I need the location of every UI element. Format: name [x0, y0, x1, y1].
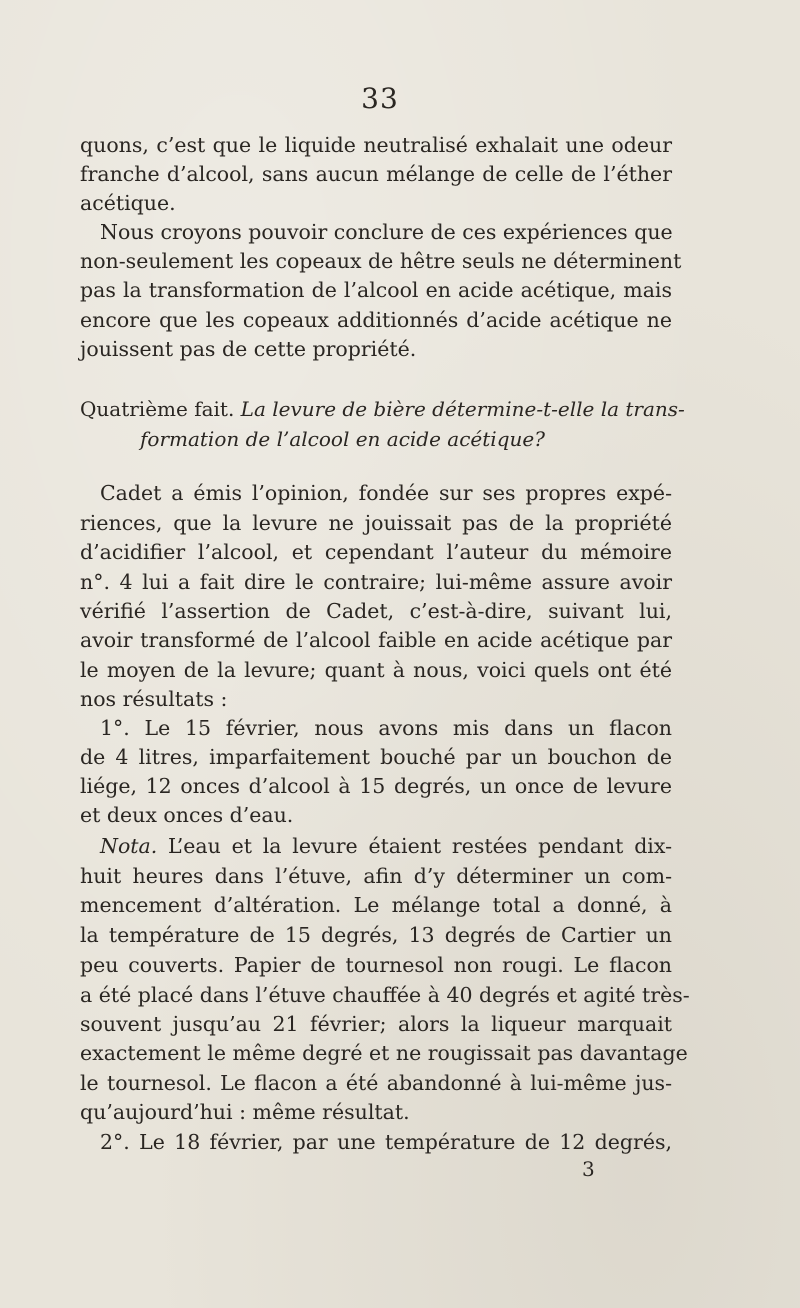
text-line: Nous croyons pouvoir conclure de ces expériences que [100, 220, 673, 244]
section-heading-line2 [140, 424, 545, 454]
text-line: souvent jusqu’au 21 février; alors la liqueur marquait [80, 1012, 672, 1036]
text-line: vérifié l’assertion de Cadet, c’est-à-dire, suivant lui, [80, 599, 672, 623]
text-line: liége, 12 onces d’alcool à 15 degrés, un once de levure [80, 774, 672, 798]
text-line: jouissent pas de cette propriété. [80, 337, 417, 361]
text-line: franche d’alcool, sans aucun mélange de celle de l’éther [80, 162, 672, 186]
text-line: exactement le même degré et ne rougissait pas davantage [80, 1041, 688, 1065]
text-line: acétique. [80, 191, 176, 215]
text-line: quons, c’est que le liquide neutralisé exhalait une odeur [80, 133, 672, 157]
nota-line [100, 831, 672, 861]
text-line: le tournesol. Le flacon a été abandonné à lui-même jus- [80, 1071, 672, 1095]
heading-question-line2: formation de l’alcool en acide acétique? [140, 427, 545, 451]
text-line: encore que les copeaux additionnés d’acide acétique ne [80, 308, 672, 332]
text-line: a été placé dans l’étuve chauffée à 40 degrés et agité très- [80, 983, 690, 1007]
text-line: la température de 15 degrés, 13 degrés de Cartier un [80, 923, 672, 947]
heading-question-line1: La levure de bière détermine-t-elle la trans- [240, 397, 685, 421]
text-line: 1°. Le 15 février, nous avons mis dans un flacon [100, 716, 672, 740]
text-line: non-seulement les copeaux de hêtre seuls ne déterminent [80, 249, 682, 273]
signature-mark: 3 [582, 1157, 595, 1181]
text-line: huit heures dans l’étuve, afin d’y déterminer un com- [80, 864, 672, 888]
text-line: nos résultats : [80, 687, 228, 711]
text-line: de 4 litres, imparfaitement bouché par un bouchon de [80, 745, 672, 769]
text-line: le moyen de la levure; quant à nous, voici quels ont été [80, 658, 672, 682]
section-heading [80, 394, 685, 424]
text-line: Cadet a émis l’opinion, fondée sur ses propres expé- [100, 481, 672, 505]
text-line: n°. 4 lui a fait dire le contraire; lui-même assure avoir [80, 570, 672, 594]
text-line: avoir transformé de l’alcool faible en acide acétique par [80, 628, 672, 652]
text-line: mencement d’altération. Le mélange total a donné, à [80, 893, 672, 917]
text-line: 2°. Le 18 février, par une température de 12 degrés, [100, 1130, 672, 1154]
nota-text: L’eau et la levure étaient restées pendant dix- [157, 834, 672, 858]
nota-label: Nota. [100, 834, 158, 858]
text-line: et deux onces d’eau. [80, 803, 294, 827]
text-line: pas la transformation de l’alcool en acide acétique, mais [80, 278, 672, 302]
text-line: riences, que la levure ne jouissait pas de la propriété [80, 511, 672, 535]
page-number: 33 [361, 82, 399, 115]
text-line: peu couverts. Papier de tournesol non rougi. Le flacon [80, 953, 672, 977]
text-line: qu’aujourd’hui : même résultat. [80, 1100, 410, 1124]
text-line: d’acidifier l’alcool, et cependant l’auteur du mémoire [80, 540, 672, 564]
heading-lead: Quatrième fait. [80, 397, 235, 421]
